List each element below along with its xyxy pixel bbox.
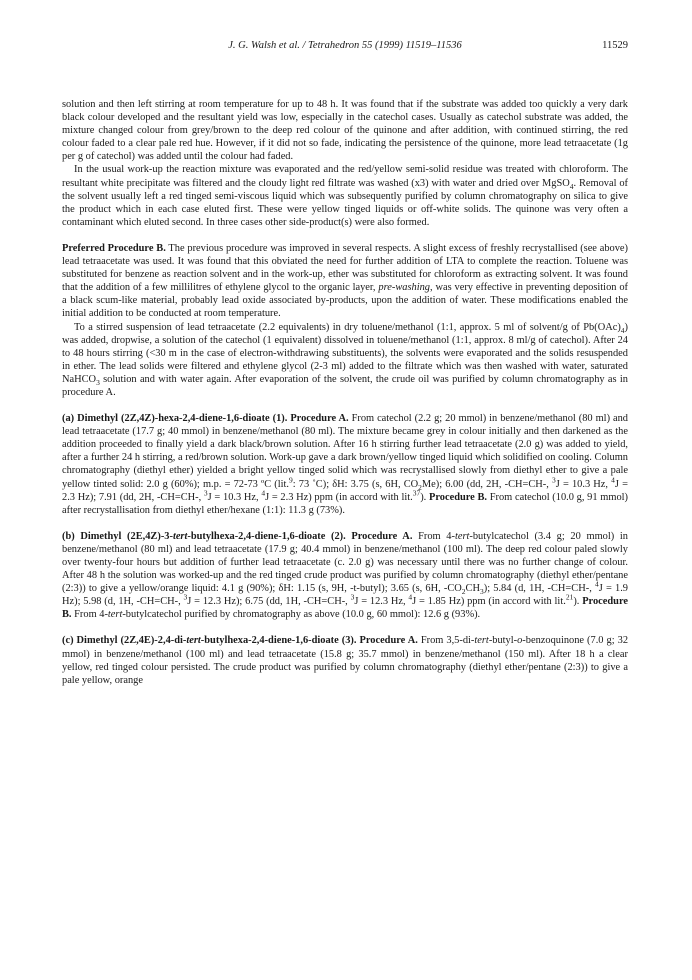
paragraph-procedure-b-method: To a stirred suspension of lead tetraacetate (2.2 equivalents) in dry toluene/methanol (1:1, approx. 5 ml of solvent/g of $Pb(OAc)_4$) was added, dropwise, a solution of the catechol (1 equivalent) dissolved in toluene/methanol (1:1, approx. 8 ml/g of catechol). After 24 to 48 hours stirring (<30 m in the case of electron-withdrawing substituents), the solvents were evaporated and the solids resuspended in ether. The lead solids were filtered and ethylene glycol (2-3 ml) added to the filtrate which was then washed with water, saturated NaHCO$_3$ solution and with water again. After evaporation of the solvent, the crude oil was purified by column chromatography as in procedure A. [62,321,628,398]
running-header [62,40,628,56]
paragraph-procedure-a-continued: solution and then left stirring at room temperature for up to 48 h. It was found that if the substrate was added too quickly a very dark black colour developed and the resultant yield was low, especially in the catechol cases. Usually as catechol substrate was added, the mixture changed colour from grey/brown to the deep red colour of the quinone and after addition, with continued stirring, the red colour faded to a clear pale red hue. However, if it did not so fade, indicating the persistence of the quinone, more lead tetraacetate (1g per g of catechol) was added until the colour had faded. [62,99,628,163]
body-text [62,98,628,687]
entry-compound-2: (b) Dimethyl (2E,4Z)-3-tert-butylhexa-2,4-diene-1,6-dioate (2). Procedure A. From 4-tert-butylcatechol (3.4 g; 20 mmol) in benzene/methanol (80 ml) and lead tetraacetate (17.9 g; 40.4 mmol) in benzene/methanol (100 ml). The deep red colour paled slowly over twenty-four hours but addition of further lead tetraacetate (c. 2.0 g) was necessary until there was no further change of colour. After 48 h the solution was worked-up and the red tinged crude product was purified by column chromatography (diethyl ether/pentane (2:3)) to give a yellow/orange liquid: 4.1 g (90%); δH: 1.15 (s, 9H, -t-butyl); 3.65 (s, 6H, $-CO_2CH_3$); 5.84 (d, 1H, -CH=CH-, $^4$J = 1.9 Hz); 5.98 (d, 1H, -CH=CH-, $^3$J = 12.3 Hz); 6.75 (dd, 1H, -CH=CH-, $^3$J = 12.3 Hz, $^4$J = 1.85 Hz) ppm (in accord with lit.$^{21}$). Procedure B. From 4-tert-butylcatechol purified by chromatography as above (10.0 g, 60 mmol): 12.6 g (93%). [62,530,628,621]
paragraph-preferred-procedure-b: Preferred Procedure B. The previous procedure was improved in several respects. A slight excess of freshly recrystallised (see above) lead tetraacetate was used. It was found that this obviated the need for further addition of LTA to complete the reaction. Toluene was substituted for benzene as reaction solvent and in the work-up, ether was substituted for chloroform as extracting solvent. It was found that the addition of a few millilitres of ethylene glycol to the organic layer, pre-washing, was very effective in preventing deposition of a black scum-like material, probably lead oxide associated by-products, upon the addition of water. These modifications enabled the initial addition to be conducted at room temperature. [62,242,628,320]
entry-heading: (c) Dimethyl (2Z,4E)-2,4-di-tert-butylhexa-2,4-diene-1,6-dioate (3). Procedure A. [62,635,418,647]
entry-heading: (a) Dimethyl (2Z,4Z)-hexa-2,4-diene-1,6-dioate (1). Procedure A. [62,413,349,425]
entry-compound-3: (c) Dimethyl (2Z,4E)-2,4-di-tert-butylhexa-2,4-diene-1,6-dioate (3). Procedure A. From 3,5-di-tert-butyl-o-benzoquinone (7.0 g; 32 mmol) in benzene/methanol (100 ml) and lead tetraacetate (15.8 g; 35.7 mmol) in benzene/methanol (150 ml). After 18 h a clear yellow, red tinged colour persisted. The crude product was purified by column chromatography (diethyl ether/pentane (2:3)) to give a pale yellow, orange [62,635,629,686]
page-number: 11529 [602,40,628,51]
page [62,40,628,687]
journal-citation: J. G. Walsh et al. / Tetrahedron 55 (1999) 11519–11536 [228,40,462,51]
paragraph-workup: In the usual work-up the reaction mixture was evaporated and the red/yellow semi-solid residue was treated with chloroform. The resultant white precipitate was filtered and the cloudy light red filtrate was washed (x3) with water and dried over MgSO$_4$. Removal of the solvent usually left a red tinged semi-viscous liquid which was subsequently purified by column chromatography on silica to give the product which in each case eluted first. These were yellow tinged liquids or off-white solids. The quinone was very often a contaminant which eluted second. In three cases other side-product(s) were also formed. [62,164,629,228]
entry-compound-1: (a) Dimethyl (2Z,4Z)-hexa-2,4-diene-1,6-dioate (1). Procedure A. From catechol (2.2 g; 20 mmol) in benzene/methanol (80 ml) and lead tetraacetate (17.7 g; 40 mmol) in benzene/methanol (80 ml). The mixture became grey in colour initially and then darkened as the addition proceeded to finally yield a dark black/brown solution. After 16 h stirring further lead tetraacetate (2.0 g) was added to yield, after a further 24 h stirring, a red/brown solution. Work-up gave a dark brown/yellow tinged liquid which solidified on cooling. Column chromatography (diethyl ether) yielded a bright yellow tinged solid which was recrystallised slowly from diethyl ether to give a pale yellow tinted solid: 2.0 g (60%); m.p. = 72-73 ºC (lit.$^9$: 73 ˚C); δH: 3.75 (s, 6H, $CO_2Me$); 6.00 (dd, 2H, -CH=CH-, $^3$J = 10.3 Hz, $^4$J = 2.3 Hz); 7.91 (dd, 2H, -CH=CH-, $^3$J = 10.3 Hz, $^4$J = 2.3 Hz) ppm (in accord with lit.$^{37}$). Procedure B. From catechol (10.0 g, 91 mmol) after recrystallisation from diethyl ether/hexane (1:1): 11.3 g (73%). [62,413,629,516]
entry-heading: (b) Dimethyl (2E,4Z)-3-tert-butylhexa-2,4-diene-1,6-dioate (2). Procedure A. [62,530,413,542]
section-heading: Preferred Procedure B. [62,242,166,254]
